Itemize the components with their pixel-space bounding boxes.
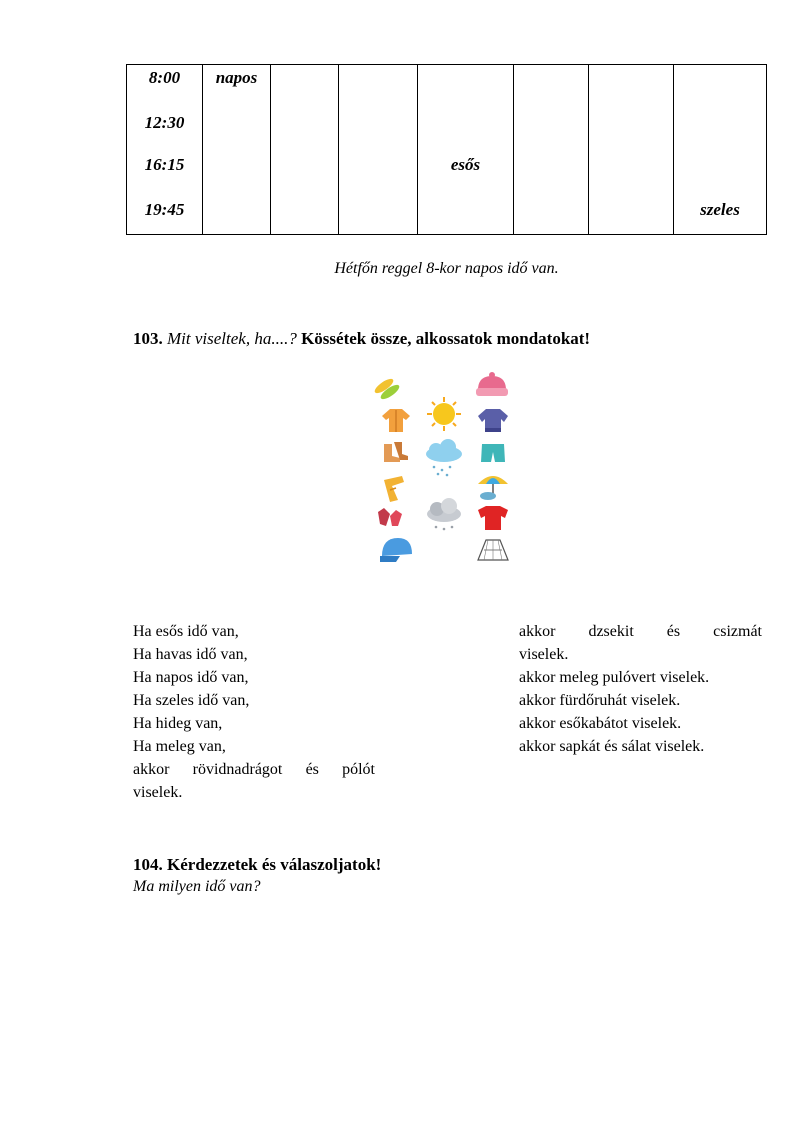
weather-entry-szeles: szeles: [700, 200, 740, 219]
gloves-icon: [378, 508, 402, 526]
scarf-icon: [384, 476, 404, 502]
clothing-weather-pictures: [370, 372, 520, 567]
thundercloud-icon: [427, 498, 461, 530]
weather-entry-napos: napos: [215, 68, 258, 87]
table-row: [127, 65, 767, 235]
time-cell: 19:45: [144, 200, 185, 219]
cloud-with-snow-icon: [426, 439, 462, 476]
right-sentence: akkor esőkabátot viselek.: [519, 715, 682, 732]
exercise-103-heading: [133, 329, 590, 349]
t-shirt-icon: [478, 506, 508, 530]
exercise-instruction: Kössétek össze, alkossatok mondatokat!: [301, 329, 591, 348]
right-sentence-cont: viselek.: [519, 646, 569, 663]
weather-cell: [674, 65, 767, 235]
right-sentence: akkor dzsekit és csizmát: [519, 623, 762, 640]
knit-hat-icon: [476, 372, 508, 396]
right-sentence: akkor fürdőruhát viselek.: [519, 692, 681, 709]
boots-icon: [384, 442, 408, 462]
exercise-question: Mit viseltek, ha....?: [167, 329, 297, 348]
swim-shorts-icon: [481, 444, 505, 462]
weather-cell: [203, 65, 271, 235]
weather-table: [126, 64, 767, 235]
exercise-number: 103.: [133, 329, 163, 348]
left-extra-sentence: akkor rövidnadrágot és pólót: [133, 761, 375, 778]
right-sentence: akkor meleg pulóvert viselek.: [519, 669, 710, 686]
left-sentence: Ha havas idő van,: [133, 646, 248, 663]
left-sentence: Ha esős idő van,: [133, 623, 239, 640]
left-sentence: Ha napos idő van,: [133, 669, 249, 686]
cap-icon: [380, 538, 412, 562]
example-sentence: Hétfőn reggel 8-kor napos idő van.: [334, 260, 559, 277]
weather-cell: [418, 65, 514, 235]
left-sentence: Ha meleg van,: [133, 738, 226, 755]
umbrella-icon: [478, 476, 508, 500]
sun-icon: [427, 397, 461, 431]
left-extra-sentence-cont: viselek.: [133, 784, 183, 801]
weather-cell: [589, 65, 674, 235]
right-sentence-column: [519, 620, 762, 758]
weather-cell: [271, 65, 339, 235]
weather-cell: [339, 65, 418, 235]
jacket-icon: [382, 409, 410, 432]
left-sentence: Ha hideg van,: [133, 715, 223, 732]
time-cell: 16:15: [144, 155, 185, 174]
flip-flops-icon: [373, 376, 402, 401]
weather-cell: [514, 65, 589, 235]
sweater-icon: [478, 409, 508, 432]
time-cell: 8:00: [148, 68, 181, 87]
weather-entry-esos: esős: [450, 155, 481, 174]
skirt-icon: [478, 540, 508, 560]
time-column: [127, 65, 203, 235]
right-sentence: akkor sapkát és sálat viselek.: [519, 738, 705, 755]
exercise-104-heading: 104. Kérdezzetek és válaszoljatok!: [133, 855, 382, 874]
time-cell: 12:30: [144, 113, 185, 132]
left-sentence-column: [133, 620, 375, 804]
exercise-104-question: Ma milyen idő van?: [133, 878, 261, 895]
left-sentence: Ha szeles idő van,: [133, 692, 250, 709]
